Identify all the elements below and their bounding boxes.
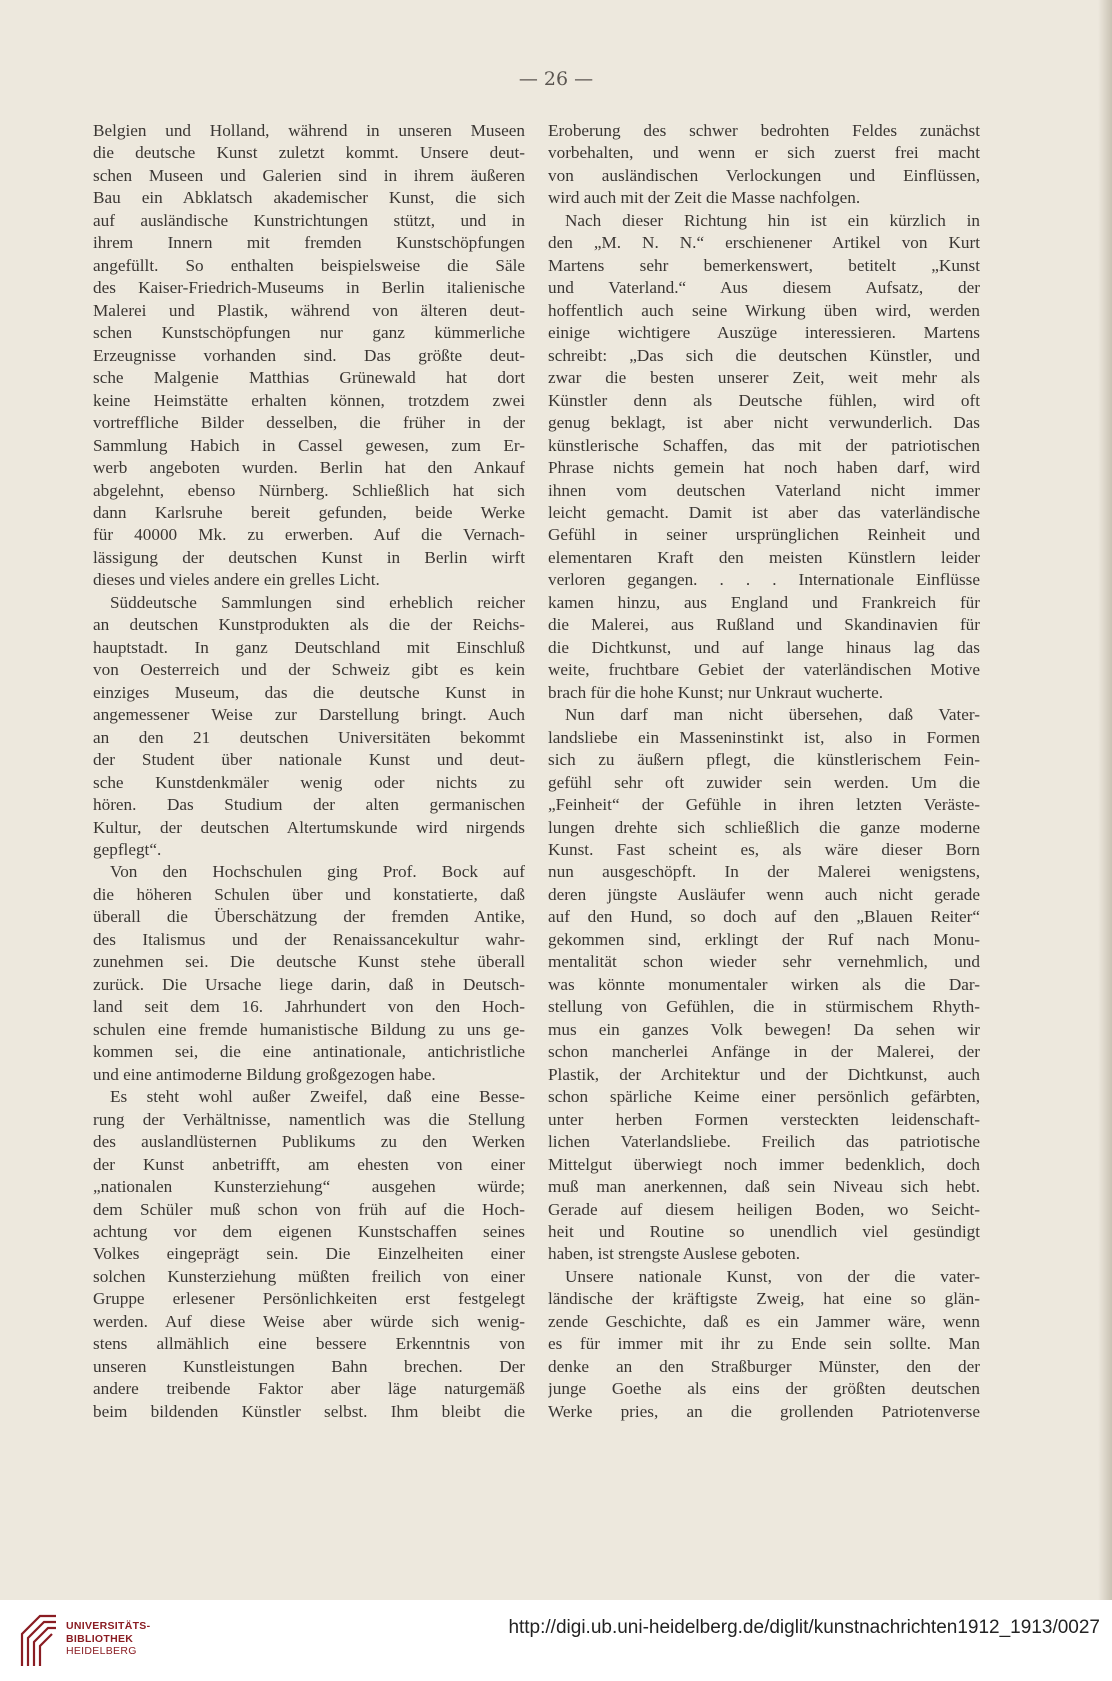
text-line: zende Geschichte, daß es ein Jammer wäre, wenn <box>548 1311 980 1331</box>
text-line: von Oesterreich und der Schweiz gibt es kein <box>93 660 525 680</box>
text-line: achtung vor dem eigenen Kunstschaffen seines <box>93 1221 525 1241</box>
text-line: des Kaiser-Friedrich-Museums in Berlin italienische <box>93 278 525 298</box>
text-line: schen Museen und Galerien sind in ihrem äußeren <box>93 165 525 185</box>
page-number: — 26 — <box>518 68 594 90</box>
text-line: mentalität schon wieder sehr vernehmlich, und <box>548 952 980 972</box>
text-line: Kunst. Fast scheint es, als wäre dieser Born <box>548 840 980 859</box>
text-line: Sammlung Habich in Cassel gewesen, zum Er- <box>93 435 525 455</box>
text-line: stens allmählich eine bessere Erkenntnis von <box>93 1334 525 1354</box>
text-line: Eroberung des schwer bedrohten Feldes zunächst <box>548 121 980 140</box>
text-line: die deutsche Kunst zuletzt kommt. Unsere deut- <box>93 143 525 163</box>
text-line: muß man anerkennen, daß sein Niveau sich hebt. <box>548 1177 980 1197</box>
text-line: rung der Verhältnisse, namentlich was die Stellung <box>93 1109 525 1129</box>
text-line: dieses und vieles andere ein grelles Licht. <box>93 570 380 590</box>
text-line: an deutschen Kunstprodukten als die der Reichs- <box>93 615 525 635</box>
text-line: beim bildenden Künstler selbst. Ihm bleibt die <box>93 1401 525 1421</box>
text-line: auf ausländische Kunstrichtungen stützt, und in <box>93 210 525 230</box>
text-line: überall die Überschätzung der fremden Antike, <box>93 907 525 927</box>
text-line: und eine antimoderne Bildung großgezogen habe. <box>93 1064 436 1084</box>
text-line: dann Karlsruhe bereit gefunden, beide Werke <box>93 502 525 522</box>
text-line: denke an den Straßburger Münster, den der <box>548 1356 980 1376</box>
text-line: brach für die hohe Kunst; nur Unkraut wucherte. <box>548 682 884 702</box>
text-line: Gefühl in seiner ursprünglichen Reinheit und <box>548 525 980 545</box>
text-line: Gerade auf diesem heiligen Boden, wo Seicht- <box>548 1199 980 1219</box>
text-line: „nationalen Kunsterziehung“ ausgehen würde; <box>93 1177 525 1197</box>
text-line: was könnte monumentaler wirken als die Dar- <box>548 974 980 994</box>
text-line: junge Goethe als eins der größten deutschen <box>548 1379 980 1399</box>
text-line: an den 21 deutschen Universitäten bekommt <box>93 727 525 747</box>
text-line: zwar die besten unserer Zeit, weit mehr als <box>548 368 980 388</box>
text-line: zunehmen sei. Die deutsche Kunst stehe überall <box>93 952 525 972</box>
text-line: schen Kunstschöpfungen nur ganz kümmerliche <box>93 323 525 343</box>
text-line: lichen Vaterlandsliebe. Freilich das patriotische <box>548 1132 980 1152</box>
text-line: nun ausgeschöpft. In der Malerei wenigstens, <box>548 862 980 882</box>
text-line: Nach dieser Richtung hin ist ein kürzlich in <box>565 210 980 230</box>
text-line: Kultur, der deutschen Altertumskunde wird nirgends <box>93 817 525 837</box>
text-line: den „M. N. N.“ erschienener Artikel von Kurt <box>548 233 980 253</box>
text-line: der Kunst anbetrifft, am ehesten von einer <box>93 1154 525 1174</box>
library-name <box>66 1620 150 1658</box>
text-line: Mittelgut überwiegt noch immer bedenklich, doch <box>548 1154 980 1174</box>
text-line: Unsere nationale Kunst, von der die vater- <box>565 1266 980 1286</box>
text-line: der Student über nationale Kunst und deut- <box>93 750 525 770</box>
text-line: Von den Hochschulen ging Prof. Bock auf <box>110 862 525 882</box>
text-column-left <box>93 120 525 1423</box>
text-line: stellung von Gefühlen, die in stürmischem Rhyth- <box>548 997 980 1017</box>
text-line: sche Malgenie Matthias Grünewald hat dort <box>93 368 525 388</box>
text-line: hoffentlich auch seine Wirkung üben wird, werden <box>548 300 980 320</box>
text-line: verloren gegangen. . . . Internationale Einflüsse <box>548 570 980 590</box>
text-line: heit und Routine so unendlich viel gesündigt <box>548 1221 980 1241</box>
text-line: mus ein ganzes Volk bewegen! Da sehen wir <box>548 1019 980 1039</box>
text-line: angemessener Weise zur Darstellung bringt. Auch <box>93 705 525 725</box>
page-edge-shadow <box>1098 0 1112 1600</box>
text-line: einige wichtigere Auszüge interessieren. Martens <box>548 323 980 343</box>
text-line: und Vaterland.“ Aus diesem Aufsatz, der <box>548 278 980 298</box>
text-line: sich zu äußern pflegt, die künstlerischem Fein- <box>548 750 980 770</box>
text-line: Belgien und Holland, während in unseren Museen <box>93 121 525 140</box>
text-line: Volkes eingeprägt sein. Die Einzelheiten einer <box>93 1244 525 1264</box>
text-line: gepflegt“. <box>93 840 162 859</box>
text-line: Plastik, der Architektur und der Dichtkunst, auch <box>548 1064 980 1084</box>
text-line: weite, fruchtbare Gebiet der vaterländischen Motive <box>548 660 980 680</box>
text-line: abgelehnt, ebenso Nürnberg. Schließlich hat sich <box>93 480 525 500</box>
text-line: von ausländischen Verlockungen und Einflüssen, <box>548 165 980 185</box>
text-line: Martens sehr bemerkenswert, betitelt „Kunst <box>548 255 980 275</box>
text-line: auf den Hund, so doch auf den „Blauen Reiter“ <box>548 907 980 927</box>
text-line: Bau ein Abklatsch akademischer Kunst, die sich <box>93 188 525 208</box>
text-line: es für immer mit ihr zu Ende sein sollte. Man <box>548 1334 980 1354</box>
text-line: des auslandlüsternen Publikums zu den Werken <box>93 1132 525 1152</box>
footer-bar <box>0 1600 1112 1681</box>
text-line: elementaren Kraft den meisten Künstlern leider <box>548 547 980 567</box>
library-logo-icon <box>18 1612 60 1668</box>
text-line: ländische der kräftigste Zweig, hat eine so glän- <box>548 1289 980 1309</box>
text-line: für 40000 Mk. zu erwerben. Auf die Vernach- <box>93 525 525 545</box>
text-line: Phrase nichts gemein hat noch haben darf, wird <box>548 458 980 478</box>
source-url[interactable]: http://digi.ub.uni-heidelberg.de/diglit/kunstnachrichten1912_1913/0027 <box>508 1617 1100 1638</box>
text-line: kommen sei, die eine antinationale, antichristliche <box>93 1042 525 1062</box>
text-line: die höheren Schulen über und konstatierte, daß <box>93 884 525 904</box>
text-line: zurück. Die Ursache liege darin, daß in Deutsch- <box>93 974 525 994</box>
text-column-right <box>548 120 980 1423</box>
text-line: gekommen sind, erklingt der Ruf nach Monu- <box>548 929 980 949</box>
text-line: angefüllt. So enthalten beispielsweise die Säle <box>93 255 525 275</box>
library-name-line3: HEIDELBERG <box>66 1645 137 1657</box>
library-name-line1: UNIVERSITÄTS- <box>66 1620 151 1632</box>
text-line: andere treibende Faktor aber läge naturgemäß <box>93 1379 525 1399</box>
text-line: ihnen vom deutschen Vaterland nicht immer <box>548 480 980 500</box>
text-line: keine Heimstätte erhalten können, trotzdem zwei <box>93 390 525 410</box>
text-line: wird auch mit der Zeit die Masse nachfolgen. <box>548 188 861 208</box>
text-line: Erzeugnisse vorhanden sind. Das größte deut- <box>93 345 525 365</box>
text-line: die Dichtkunst, und auf lange hinaus lag das <box>548 637 980 657</box>
text-line: Nun darf man nicht übersehen, daß Vater- <box>565 705 980 725</box>
text-line: schon spärliche Keime einer persönlich gefärbten, <box>548 1087 980 1107</box>
text-line: hauptstadt. In ganz Deutschland mit Einschluß <box>93 637 525 657</box>
text-line: lässigung der deutschen Kunst in Berlin wirft <box>93 547 525 567</box>
library-name-line2: BIBLIOTHEK <box>66 1632 134 1645</box>
text-line: vortreffliche Bilder desselben, die früher in der <box>93 413 525 433</box>
text-line: Süddeutsche Sammlungen sind erheblich reicher <box>110 592 525 612</box>
text-line: werden. Auf diese Weise aber würde sich wenig- <box>93 1311 525 1331</box>
text-line: Gruppe erlesener Persönlichkeiten erst festgelegt <box>93 1289 525 1309</box>
text-line: kamen hinzu, aus England und Frankreich für <box>548 592 980 612</box>
text-line: land seit dem 16. Jahrhundert von den Hoch- <box>93 997 525 1017</box>
text-line: Künstler denn als Deutsche fühlen, wird oft <box>548 390 980 410</box>
text-line: einziges Museum, das die deutsche Kunst in <box>93 682 525 702</box>
text-line: dem Schüler muß schon von früh auf die Hoch- <box>93 1199 525 1219</box>
text-line: landsliebe ein Masseninstinkt ist, also in Formen <box>548 727 980 747</box>
text-line: unter herben Formen versteckten leidenschaft- <box>548 1109 980 1129</box>
text-line: hören. Das Studium der alten germanischen <box>93 795 525 815</box>
text-line: schulen eine fremde humanistische Bildung zu uns ge- <box>93 1019 525 1039</box>
text-line: solchen Kunsterziehung müßten freilich von einer <box>93 1266 525 1286</box>
text-line: Malerei und Plastik, während von älteren deut- <box>93 300 525 320</box>
text-line: deren jüngste Ausläufer wenn auch nicht gerade <box>548 884 980 904</box>
text-line: ihrem Innern mit fremden Kunstschöpfungen <box>93 233 525 253</box>
text-line: vorbehalten, und wenn er sich zuerst frei macht <box>548 143 980 163</box>
text-line: „Feinheit“ der Gefühle in ihren letzten Veräste- <box>548 795 980 815</box>
text-line: gefühl sehr oft zuwider sein werden. Um die <box>548 772 980 792</box>
text-line: Werke pries, an die grollenden Patriotenverse <box>548 1401 980 1421</box>
text-line: unseren Kunstleistungen Bahn brechen. Der <box>93 1356 525 1376</box>
text-line: genug beklagt, ist aber nicht verwunderlich. Das <box>548 413 980 433</box>
text-line: sche Kunstdenkmäler wenig oder nichts zu <box>93 772 525 792</box>
text-line: lungen drehte sich schließlich die ganze moderne <box>548 817 980 837</box>
text-line: schon mancherlei Anfänge in der Malerei, der <box>548 1042 980 1062</box>
text-line: werb angeboten wurden. Berlin hat den Ankauf <box>93 458 525 478</box>
text-line: schreibt: „Das sich die deutschen Künstler, und <box>548 345 980 365</box>
text-line: Es steht wohl außer Zweifel, daß eine Besse- <box>110 1087 525 1107</box>
text-line: haben, ist strengste Auslese geboten. <box>548 1244 801 1264</box>
text-line: künstlerische Schaffen, das mit der patriotischen <box>548 435 980 455</box>
text-line: die Malerei, aus Rußland und Skandinavien für <box>548 615 980 635</box>
text-line: des Italismus und der Renaissancekultur wahr- <box>93 929 525 949</box>
text-line: leicht gemacht. Damit ist aber das vaterländische <box>548 502 980 522</box>
